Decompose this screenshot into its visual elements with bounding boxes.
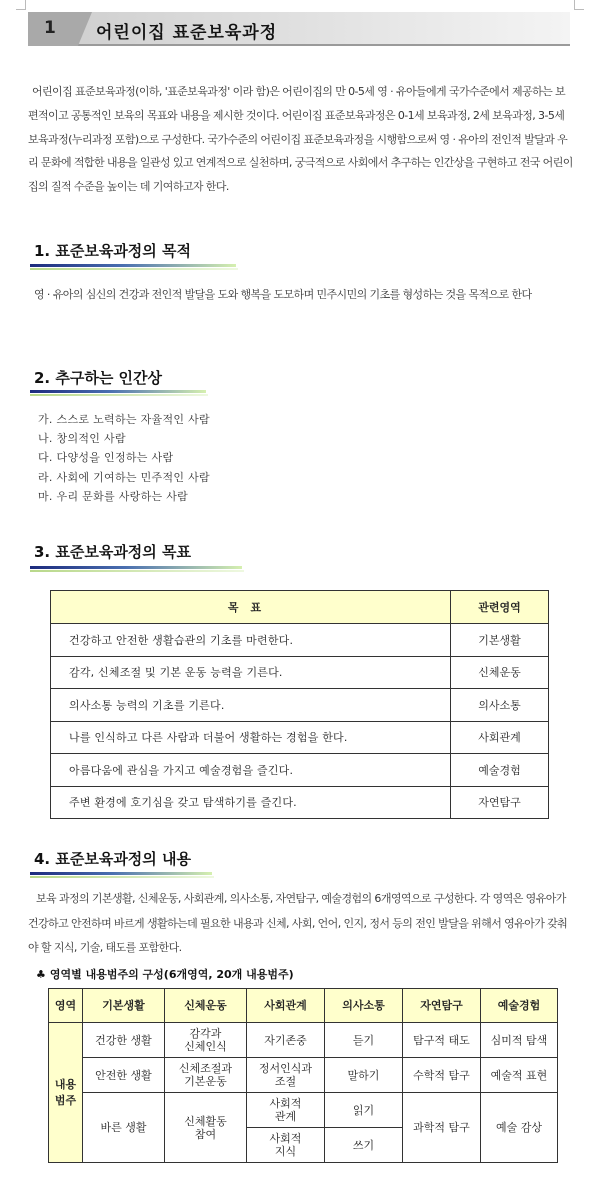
section-content-rule-accent <box>30 876 214 878</box>
art-header: 예술경험 <box>481 989 558 1023</box>
area-header: 영역 <box>49 989 83 1023</box>
section-purpose-rule-accent <box>30 268 238 270</box>
section-goals-title: 3. 표준보육과정의 목표 <box>34 543 191 561</box>
goal-cell: 나를 인식하고 다른 사람과 더불어 생활하는 경험을 한다. <box>51 721 451 754</box>
table-cell: 읽기 <box>325 1093 403 1128</box>
table-cell: 쓰기 <box>325 1128 403 1163</box>
area-column-header: 관련영역 <box>451 591 549 624</box>
chapter-title: 어린이집 표준보육과정 <box>96 23 278 43</box>
list-item: 라. 사회에 기여하는 민주적인 사람 <box>38 470 210 484</box>
section-ideal-rule-accent <box>30 394 208 396</box>
communication-header: 의사소통 <box>325 989 403 1023</box>
section-goals-rule <box>30 566 242 569</box>
chapter-number: 1 <box>44 18 56 38</box>
table-row <box>51 624 549 657</box>
area-cell: 기본생활 <box>451 624 549 657</box>
basic-life-header: 기본생활 <box>83 989 165 1023</box>
table-cell: 예술 감상 <box>481 1093 558 1163</box>
table-cell: 심미적 탐색 <box>481 1023 558 1058</box>
content-subheading <box>36 966 294 982</box>
list-item: 나. 창의적인 사람 <box>38 432 126 446</box>
section-content-rule <box>30 872 212 875</box>
goal-cell: 건강하고 안전한 생활습관의 기초를 마련한다. <box>51 624 451 657</box>
table-row <box>49 1058 558 1093</box>
table-header-row <box>51 591 549 624</box>
content-subheading-text: 영역별 내용범주의 구성(6개영역, 20개 내용범주) <box>49 968 294 981</box>
section-purpose-rule <box>30 264 236 267</box>
list-item: 마. 우리 문화를 사랑하는 사람 <box>38 489 189 503</box>
table-cell: 안전한 생활 <box>83 1058 165 1093</box>
section-content-title: 4. 표준보육과정의 내용 <box>34 850 191 868</box>
area-cell: 자연탐구 <box>451 786 549 819</box>
area-cell: 사회관계 <box>451 721 549 754</box>
nature-header: 자연탐구 <box>403 989 481 1023</box>
section-goals-rule-accent <box>30 570 244 572</box>
goal-cell: 주변 환경에 호기심을 갖고 탐색하기를 즐긴다. <box>51 786 451 819</box>
table-row <box>51 754 549 787</box>
table-cell: 말하기 <box>325 1058 403 1093</box>
table-cell: 건강한 생활 <box>83 1023 165 1058</box>
table-cell: 자기존중 <box>247 1023 325 1058</box>
table-cell: 수학적 탐구 <box>403 1058 481 1093</box>
content-category-row-header: 내용 범주 <box>49 1023 83 1163</box>
content-table <box>48 988 558 1163</box>
table-row <box>51 689 549 722</box>
table-cell: 바른 생활 <box>83 1093 165 1163</box>
list-item: 가. 스스로 노력하는 자율적인 사람 <box>38 413 210 426</box>
table-cell: 정서인식과 조절 <box>247 1058 325 1093</box>
goal-column-header: 목표 <box>51 591 451 624</box>
table-row <box>49 1023 558 1058</box>
chapter-number-box <box>28 12 92 46</box>
page-corner-mark-left <box>16 0 26 10</box>
goals-table <box>50 590 549 819</box>
club-icon: ♣ <box>36 968 46 981</box>
ideal-list <box>38 410 210 506</box>
area-cell: 신체운동 <box>451 656 549 689</box>
physical-header: 신체운동 <box>165 989 247 1023</box>
table-cell: 듣기 <box>325 1023 403 1058</box>
table-row <box>49 1093 558 1128</box>
table-header-row <box>49 989 558 1023</box>
table-cell: 사회적 관계 <box>247 1093 325 1128</box>
intro-paragraph: 어린이집 표준보육과정(이하, '표준보육과정' 이라 함)은 어린이집의 만 0-5세 영 · 유아들에게 국가수준에서 제공하는 보편적이고 공통적인 보육의 목표와 내용을 제시한 것이다. 어린이집 표준보육과정은 0-1세 보육과정, 2세 보육과정, 3-5세 보육과정(누리과정 포함)으로 구성한다. 국가수준의 어린이집 표준보육과정을 시행함으로써 영 · 유아의 전인적 발달과 우리 문화에 적합한 내용을 일관성 있고 연계적으로 실천하며, 궁극적으로 사회에서 추구하는 인간상을 구현하고 전국 어린이집의 질적 수준을 높이는 데 기여하고자 한다. <box>28 85 573 194</box>
table-cell: 사회적 지식 <box>247 1128 325 1163</box>
table-row <box>51 786 549 819</box>
section-content-body: 보육 과정의 기본생활, 신체운동, 사회관계, 의사소통, 자연탐구, 예술경험의 6개영역으로 구성한다. 각 영역은 영유아가 건강하고 안전하며 바르게 생활하는데 필요한 내용과 신체, 사회, 언어, 인지, 정서 등의 전인 발달을 위해서 영유아가 갖춰야 할 지식, 기술, 태도를 포함한다. <box>28 892 568 954</box>
page-corner-mark-right <box>574 0 584 10</box>
table-cell: 감각과 신체인식 <box>165 1023 247 1058</box>
goal-cell: 아름다움에 관심을 가지고 예술경험을 즐긴다. <box>51 754 451 787</box>
goal-cell: 감각, 신체조절 및 기본 운동 능력을 기른다. <box>51 656 451 689</box>
area-cell: 의사소통 <box>451 689 549 722</box>
section-ideal-rule <box>30 390 206 393</box>
section-purpose-body: 영 · 유아의 심신의 건강과 전인적 발달을 도와 행복을 도모하며 민주시민의 기초를 형성하는 것을 목적으로 한다 <box>34 288 532 301</box>
area-cell: 예술경험 <box>451 754 549 787</box>
social-header: 사회관계 <box>247 989 325 1023</box>
goal-cell: 의사소통 능력의 기초를 기른다. <box>51 689 451 722</box>
table-row <box>51 656 549 689</box>
table-cell: 과학적 탐구 <box>403 1093 481 1163</box>
table-row <box>51 721 549 754</box>
list-item: 다. 다양성을 인정하는 사람 <box>38 451 174 465</box>
table-cell: 예술적 표현 <box>481 1058 558 1093</box>
chapter-header <box>28 12 570 46</box>
table-cell: 탐구적 태도 <box>403 1023 481 1058</box>
section-ideal-title: 2. 추구하는 인간상 <box>34 369 163 387</box>
table-cell: 신체조절과 기본운동 <box>165 1058 247 1093</box>
section-purpose-title: 1. 표준보육과정의 목적 <box>34 242 191 260</box>
table-cell: 신체활동 참여 <box>165 1093 247 1163</box>
